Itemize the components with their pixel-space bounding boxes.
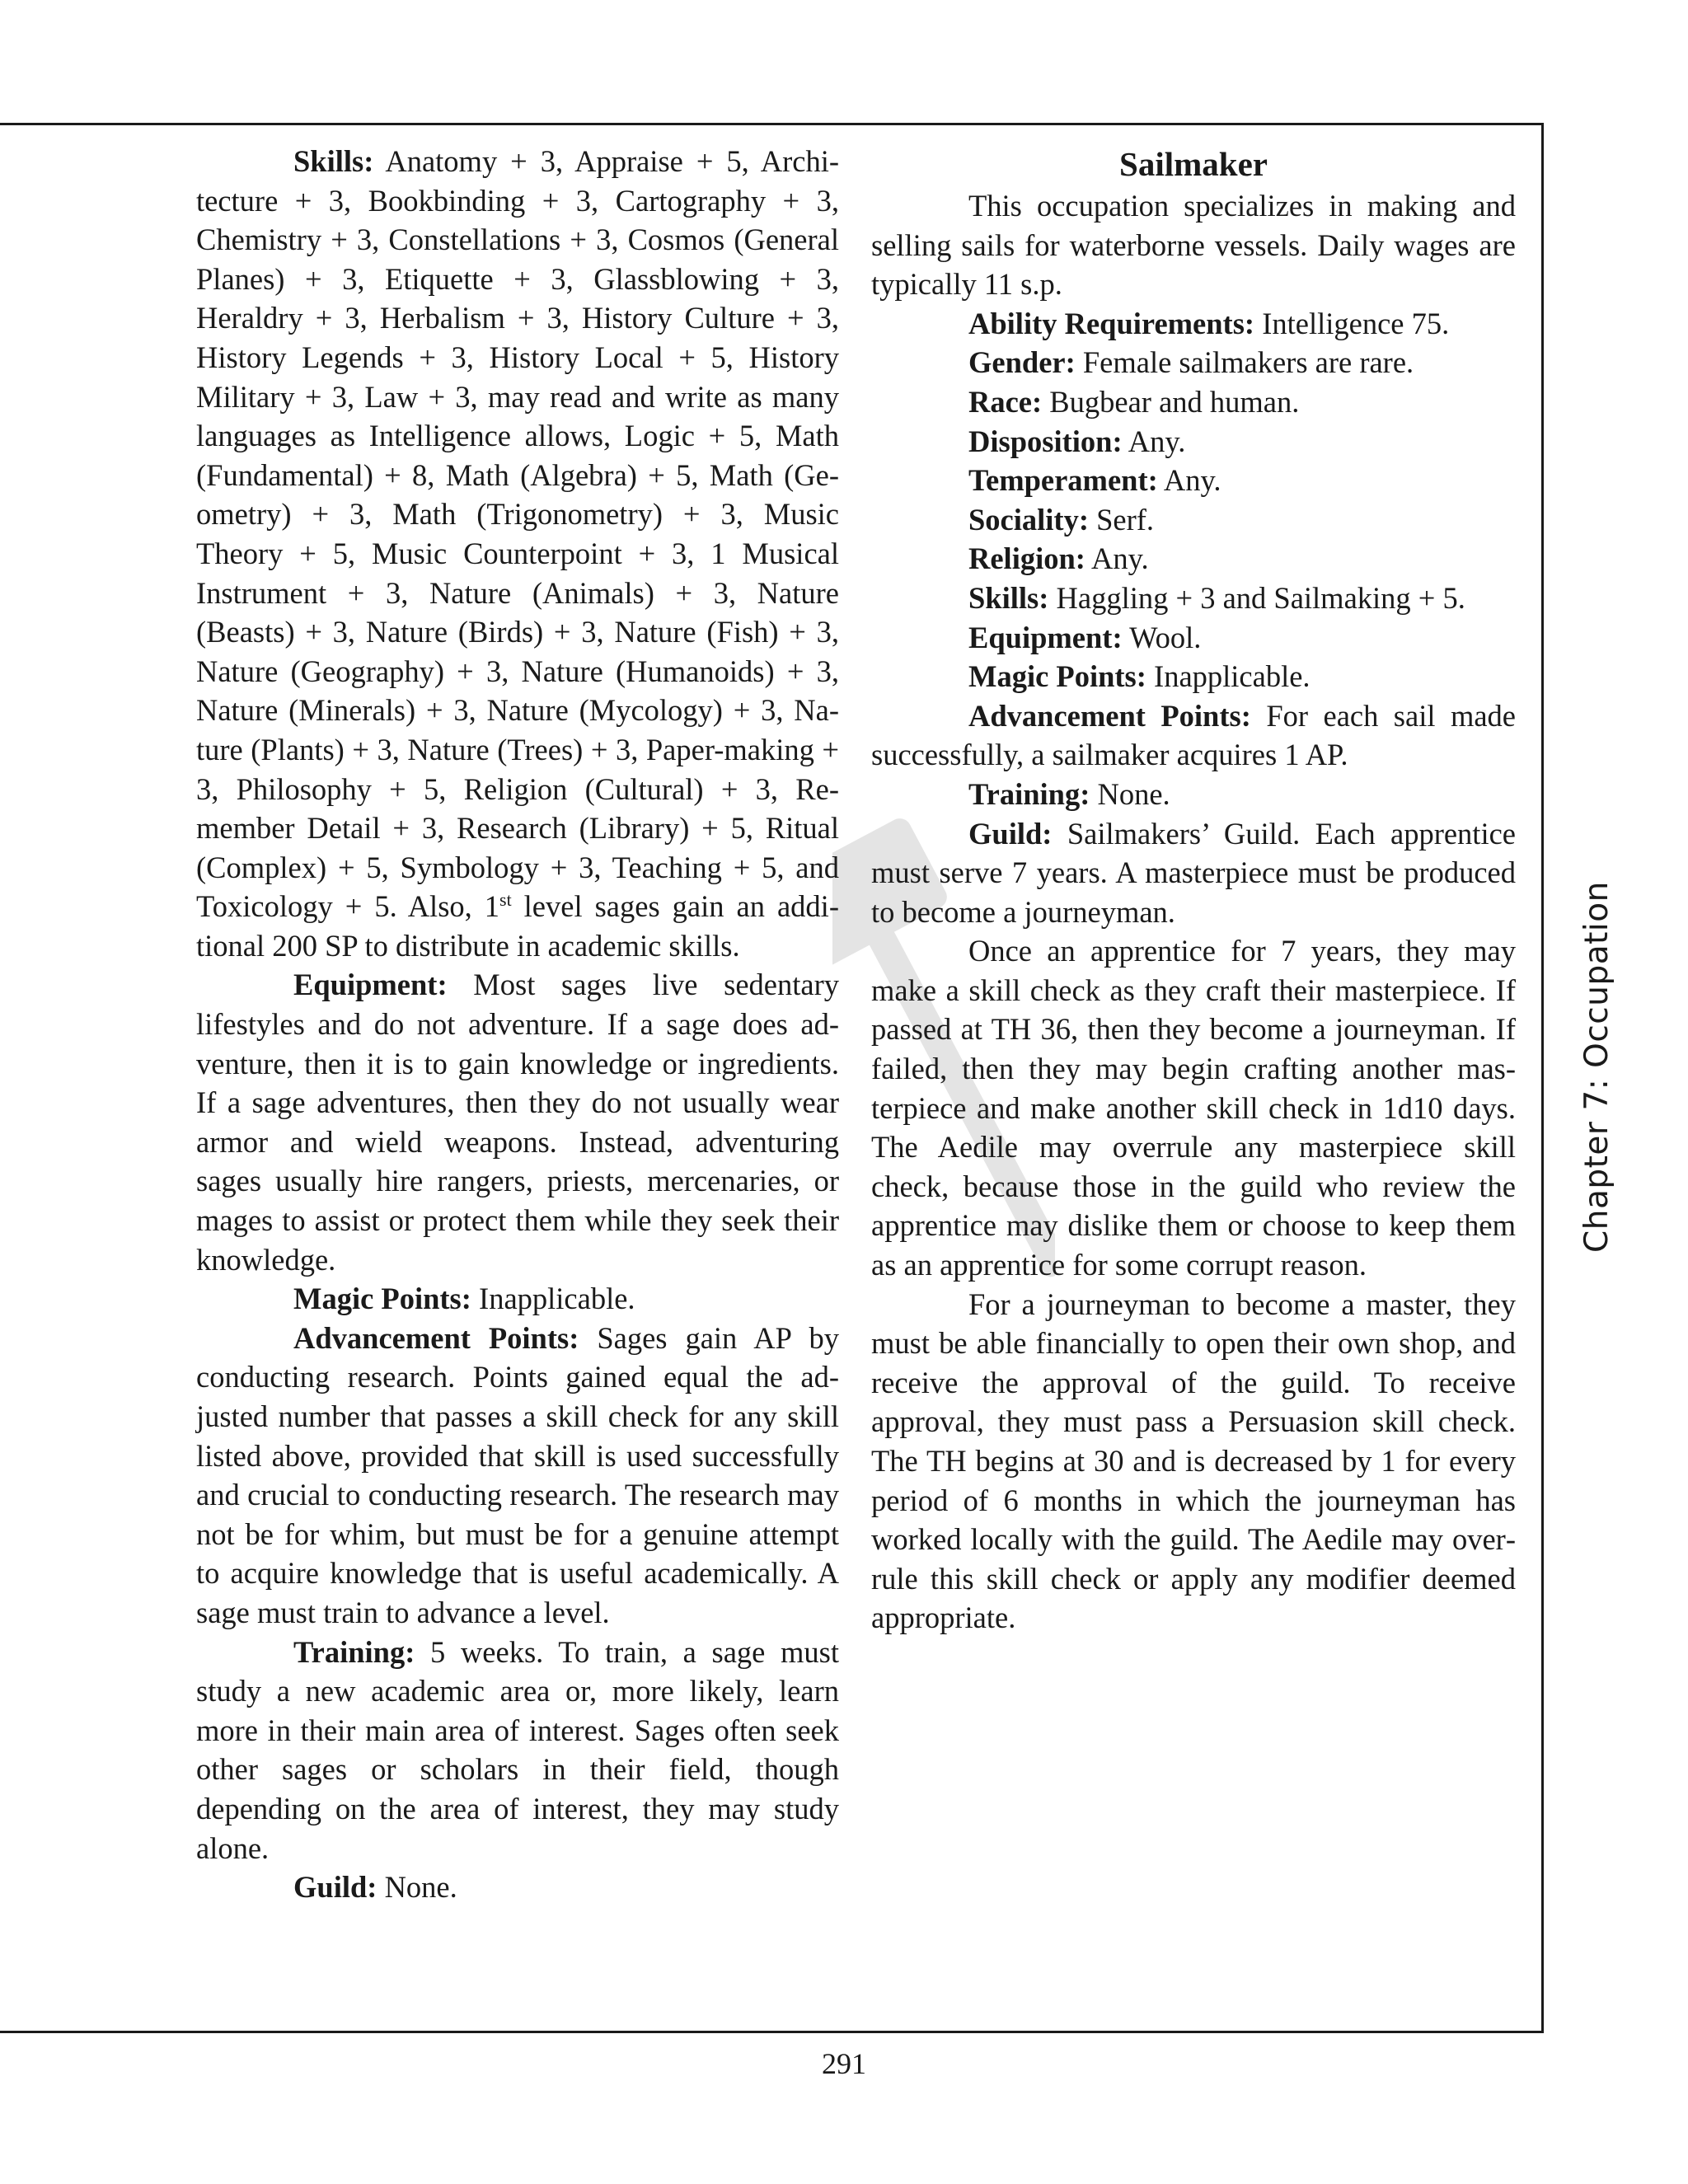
disposition-label: Disposition: [968,424,1123,458]
sociality-label: Sociality: [968,502,1089,537]
disposition-line [871,422,1516,462]
gender-line [871,343,1516,382]
race-label: Race: [968,384,1043,419]
right-column [871,142,1516,1638]
gender-text: Female sailmakers are rare. [1075,345,1414,380]
skills-label: Skills: [293,144,374,178]
sailmaker-advancement-points-label: Advancement Points: [968,698,1251,733]
section-heading: Sailmaker [1119,145,1268,183]
ordinal-suffix: st [499,889,512,911]
temperament-line [871,461,1516,500]
training-text: 5 weeks. To train, a sage must study a new academic area or, more likely, learn more in their main area of interest. Sages often seek other sages or scholars in their field, though depending on the area of interest, they may study alone. [196,1634,839,1865]
equipment-label: Equipment: [293,968,448,1002]
religion-line [871,539,1516,579]
race-text: Bugbear and human. [1042,384,1300,419]
sailmaker-magic-points-text: Inapplicable. [1146,659,1311,694]
sage-training-paragraph [196,1633,839,1868]
sociality-text: Serf. [1088,502,1155,537]
sailmaker-training-text: None. [1090,776,1170,811]
sage-advancement-points-paragraph [196,1319,839,1633]
skills-text: Anatomy + 3, Appraise + 5, Architecture + 3, Bookbinding + 3, Cartography + 3, Chemistry + 3, Constellations + 3, Cosmos (General Planes) + 3, Etiquette + 3, Glassblowing + 3, Heraldry + 3, Herbalism + 3, History Culture + 3, History Legends + 3, History Local + 5, History Military + 3, Law + 3, may read and write as many languages as Intelligence allows, Logic + 5, Math (Fundamental) + 8, Math (Algebra) + 5, Math (Geometry) + 3, Math (Trigonometry) + 3, Music Theory + 5, Music Counterpoint + 3, 1 Musical Instrument + 3, Nature (Animals) + 3, Nature (Beasts) + 3, Nature (Birds) + 3, Nature (Fish) + 3, Nature (Geography) + 3, Nature (Humanoids) + 3, Nature (Minerals) + 3, Nature (Mycology) + 3, Nature (Plants) + 3, Nature (Trees) + 3, Paper-making + 3, Philosophy + 5, Religion (Cultural) + 3, Remember Detail + 3, Research (Library) + 5, Ritual (Complex) + 5, Symbology + 3, Teaching + 5, and Toxicology + 5. Also, 1 [196,144,839,924]
equipment-text: Most sages live sedentary lifestyles and do not adventure. If a sage does adventure, then it is to gain knowledge or ingredients. If a sage adventures, then they do not usually wear armor and wield weapons. Instead, adventuring sages usually hire rangers, priests, mercenaries, or mages to assist or protect them while they seek their knowledge. [196,968,839,1277]
guild-text: None. [377,1870,457,1905]
sailmaker-advancement-points-text: For each sail made successfully, a sailmaker acquires 1 AP. [871,698,1516,772]
sailmaker-equipment-text: Wool. [1122,620,1202,654]
ability-requirements-label: Ability Requirements: [968,306,1255,340]
sage-magic-points-paragraph [196,1279,839,1319]
ability-requirements-text: Intelligence 75. [1254,306,1450,340]
sailmaker-guild-text: Sailmakers’ Guild. Each apprentice must serve 7 years. A masterpiece must be produced to become a journeyman. [871,816,1516,929]
sailmaker-training-label: Training: [968,776,1090,811]
frame-bottom-rule [0,2031,1544,2033]
sailmaker-equipment-label: Equipment: [968,620,1123,654]
gender-label: Gender: [968,345,1076,380]
religion-label: Religion: [968,541,1085,576]
training-label: Training: [293,1634,415,1669]
sailmaker-magic-points-label: Magic Points: [968,659,1146,694]
left-column [196,142,839,1907]
frame-right-rule [1541,123,1544,2033]
page-number: 291 [822,2047,866,2080]
sailmaker-skills-label: Skills: [968,580,1049,615]
temperament-text: Any. [1157,463,1221,498]
sage-equipment-paragraph [196,965,839,1279]
sailmaker-equipment-line [871,618,1516,658]
master-paragraph: For a journeyman to become a master, they must be able financially to open their own shop, and receive the approval of the guild. To receive approval, they must pass a Persuasion skill check. The TH begins at 30 and is decreased by 1 for every period of 6 months in which the journeyman has worked locally with the guild. The Aedile may overrule this skill check or apply any modifier deemed appropriate. [871,1286,1516,1635]
ability-requirements-line [871,304,1516,344]
sailmaker-magic-points-line [871,657,1516,696]
sociality-line [871,500,1516,540]
sailmaker-skills-text: Haggling + 3 and Sailmaking + 5. [1048,580,1465,615]
sailmaker-advancement-points-paragraph [871,696,1516,775]
advancement-points-label: Advancement Points: [293,1320,579,1355]
sailmaker-intro-paragraph: This occupation specializes in making and selling sails for waterborne vessels. Daily wages are typically 11 s.p. [871,189,1516,302]
sailmaker-skills-line [871,579,1516,618]
race-line [871,382,1516,422]
magic-points-label: Magic Points: [293,1282,471,1316]
skills-text-end: level sages gain an additional 200 SP to distribute in academic skills. [196,889,839,963]
sage-skills-paragraph [196,142,839,965]
advancement-points-text: Sages gain AP by conducting research. Points gained equal the adjusted number that passes a skill check for any skill listed above, provided that skill is used successfully and crucial to conducting research. The research may not be for whim, but must be for a genuine attempt to acquire knowledge that is useful academically. A sage must train to advance a level. [196,1320,839,1629]
sailmaker-guild-label: Guild: [968,816,1053,851]
sage-guild-paragraph [196,1868,839,1907]
chapter-side-tab: Chapter 7: Occupation [1578,881,1615,1253]
guild-label: Guild: [293,1870,377,1905]
frame-top-rule [0,123,1544,125]
apprentice-paragraph: Once an apprentice for 7 years, they may make a skill check as they craft their masterpiece. If passed at TH 36, then they become a journeyman. If failed, then they may begin crafting another masterpiece and make another skill check in 1d10 days. The Aedile may overrule any masterpiece skill check, because those in the guild who review the apprentice may dislike them or choose to keep them as an apprentice for some corrupt reason. [871,934,1516,1282]
religion-text: Any. [1085,541,1149,576]
disposition-text: Any. [1122,424,1186,458]
sailmaker-guild-paragraph [871,814,1516,932]
sailmaker-training-line [871,775,1516,814]
temperament-label: Temperament: [968,463,1158,498]
magic-points-text: Inapplicable. [471,1282,635,1316]
